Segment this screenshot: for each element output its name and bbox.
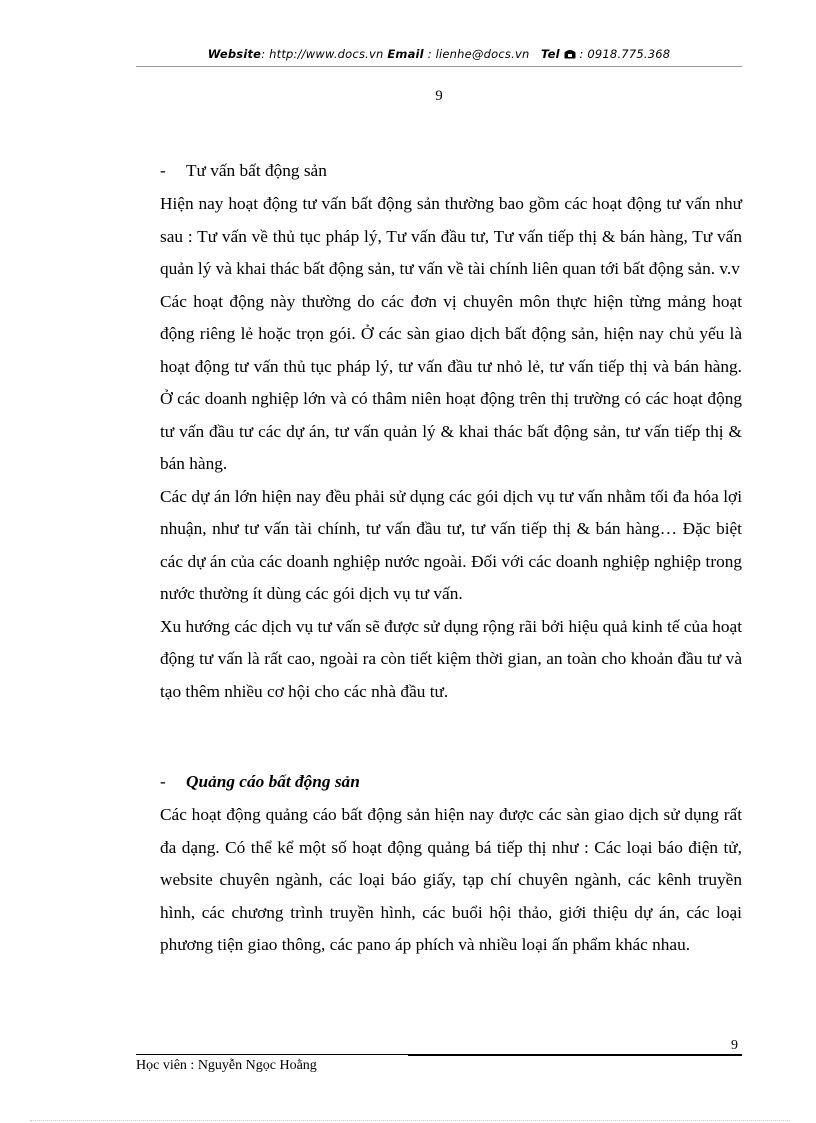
page-bottom-edge: [30, 1120, 790, 1121]
bullet-dash: -: [160, 772, 166, 791]
tel-value: : 0918.775.368: [579, 47, 671, 61]
phone-icon: [564, 47, 580, 61]
section2-body: [160, 799, 742, 962]
section1-heading-line: [160, 155, 327, 188]
page-number-top: 9: [435, 88, 443, 104]
paragraph: Các hoạt động quảng cáo bất động sản hiện nay được các sàn giao dịch sử dụng rất đa dạng. Có thể kể một số hoạt động quảng bá tiếp thị như : Các loại báo điện tử, website chuyên ngành, các loại báo giấy, tạp chí chuyên ngành, các kênh truyền hình, các chương trình truyền hình, các buổi hội thảo, giới thiệu dự án, các loại phương tiện giao thông, các pano áp phích và nhiều loại ấn phẩm khác nhau.: [160, 805, 742, 954]
header-divider: [136, 66, 742, 67]
website-label: Website: [207, 47, 262, 61]
section1-heading: Tư vấn bất động sản: [186, 161, 327, 180]
paragraph: Các dự án lớn hiện nay đều phải sử dụng các gói dịch vụ tư vấn nhằm tối đa hóa lợi nhuận, như tư vấn tài chính, tư vấn đầu tư, tư vấn tiếp thị & bán hàng… Đặc biệt các dự án của các doanh nghiệp nước ngoài. Đối với các doanh nghiệp nghiệp trong nước thường ít dùng các gói dịch vụ tư vấn.: [160, 486, 742, 603]
page-number-bottom: 9: [731, 1038, 738, 1053]
website-value: : http://www.docs.vn: [261, 47, 384, 61]
section1-body: [160, 188, 742, 708]
footer-divider-right: [408, 1054, 742, 1056]
footer-author: Học viên : Nguyễn Ngọc Hoằng: [136, 1058, 317, 1073]
email-value: : lienhe@docs.vn: [427, 47, 530, 61]
paragraph: Hiện nay hoạt động tư vấn bất động sản thường bao gồm các hoạt động tư vấn như sau : Tư vấn về thủ tục pháp lý, Tư vấn đầu tư, Tư vấn tiếp thị & bán hàng, Tư vấn quản lý và khai thác bất động sản, tư vấn về tài chính liên quan tới bất động sản. v.v: [160, 194, 742, 278]
tel-label: Tel: [541, 47, 560, 61]
footer-divider-left: [136, 1054, 408, 1055]
section2-heading: Quảng cáo bất động sản: [186, 772, 360, 791]
paragraph: Các hoạt động này thường do các đơn vị chuyên môn thực hiện từng mảng hoạt động riêng lẻ hoặc trọn gói. Ở các sàn giao dịch bất động sản, hiện nay chủ yếu là hoạt động tư vấn thủ tục pháp lý, tư vấn đầu tư nhỏ lẻ, tư vấn tiếp thị và bán hàng. Ở các doanh nghiệp lớn và có thâm niên hoạt động trên thị trường có các hoạt động tư vấn đầu tư các dự án, tư vấn quản lý & khai thác bất động sản, tư vấn tiếp thị & bán hàng.: [160, 291, 742, 473]
paragraph: Xu hướng các dịch vụ tư vấn sẽ được sử dụng rộng rãi bởi hiệu quả kinh tế của hoạt động tư vấn là rất cao, ngoài ra còn tiết kiệm thời gian, an toàn cho khoản đầu tư và tạo thêm nhiều cơ hội cho các nhà đầu tư.: [160, 616, 742, 701]
bullet-dash: -: [160, 161, 166, 180]
email-label: Email: [387, 47, 424, 61]
page-header: [136, 47, 742, 61]
section2-heading-line: [160, 766, 360, 799]
